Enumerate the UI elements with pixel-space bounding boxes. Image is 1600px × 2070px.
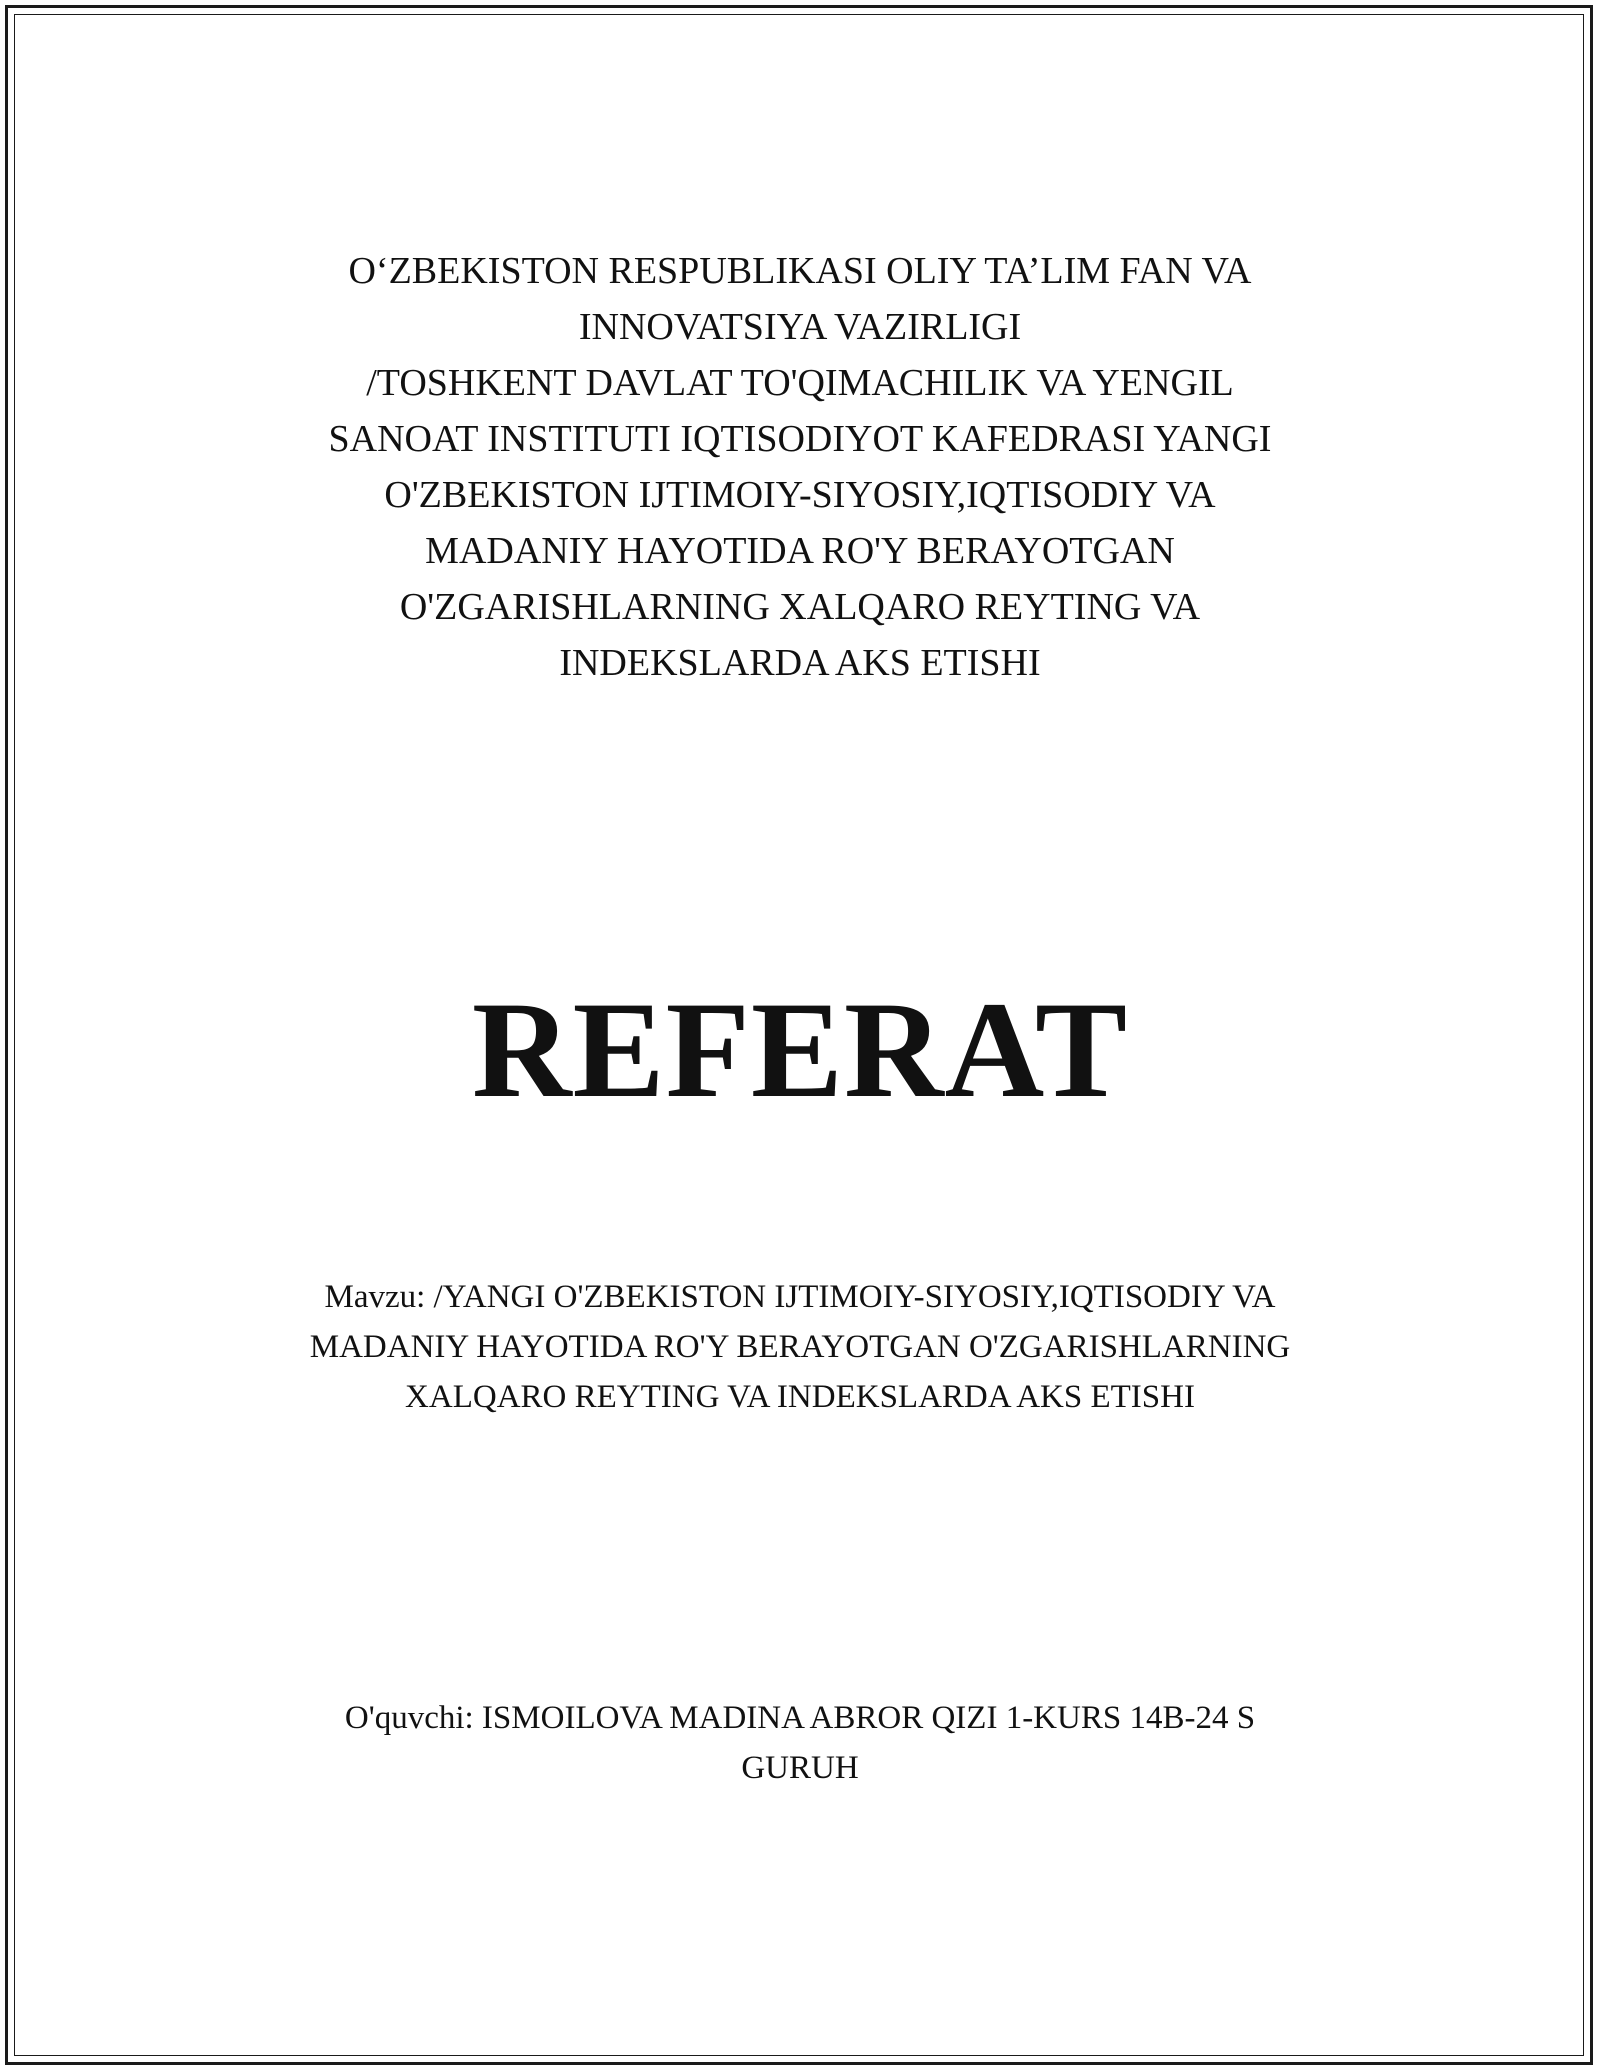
ministry-institute-header: O‘ZBEKISTON RESPUBLIKASI OLIY TA’LIM FAN VA INNOVATSIYA VAZIRLIGI /TOSHKENT DAVLAT TO'QIMACHILIK VA YENGIL SANOAT INSTITUTI IQTISODIYOT KAFEDRASI YANGI O'ZBEKISTON IJTIMOIY-SIYOSIY,IQTISODIY VA MADANIY HAYOTIDA RO'Y BERAYOTGAN O'ZGARISHLARNING XALQARO REYTING VA INDEKSLARDA AKS ETISHI	[328, 250, 1272, 684]
student-info: O'quvchi: ISMOILOVA MADINA ABROR QIZI 1-KURS 14B-24 S GURUH	[344, 1700, 1256, 1786]
topic-text: Mavzu: /YANGI O'ZBEKISTON IJTIMOIY-SIYOSIY,IQTISODIY VA MADANIY HAYOTIDA RO'Y BERAYOTGAN O'ZGARISHLARNING XALQARO REYTING VA INDEKSLARDA AKS ETISHI	[309, 1279, 1291, 1415]
document-title: REFERAT	[471, 973, 1129, 1126]
